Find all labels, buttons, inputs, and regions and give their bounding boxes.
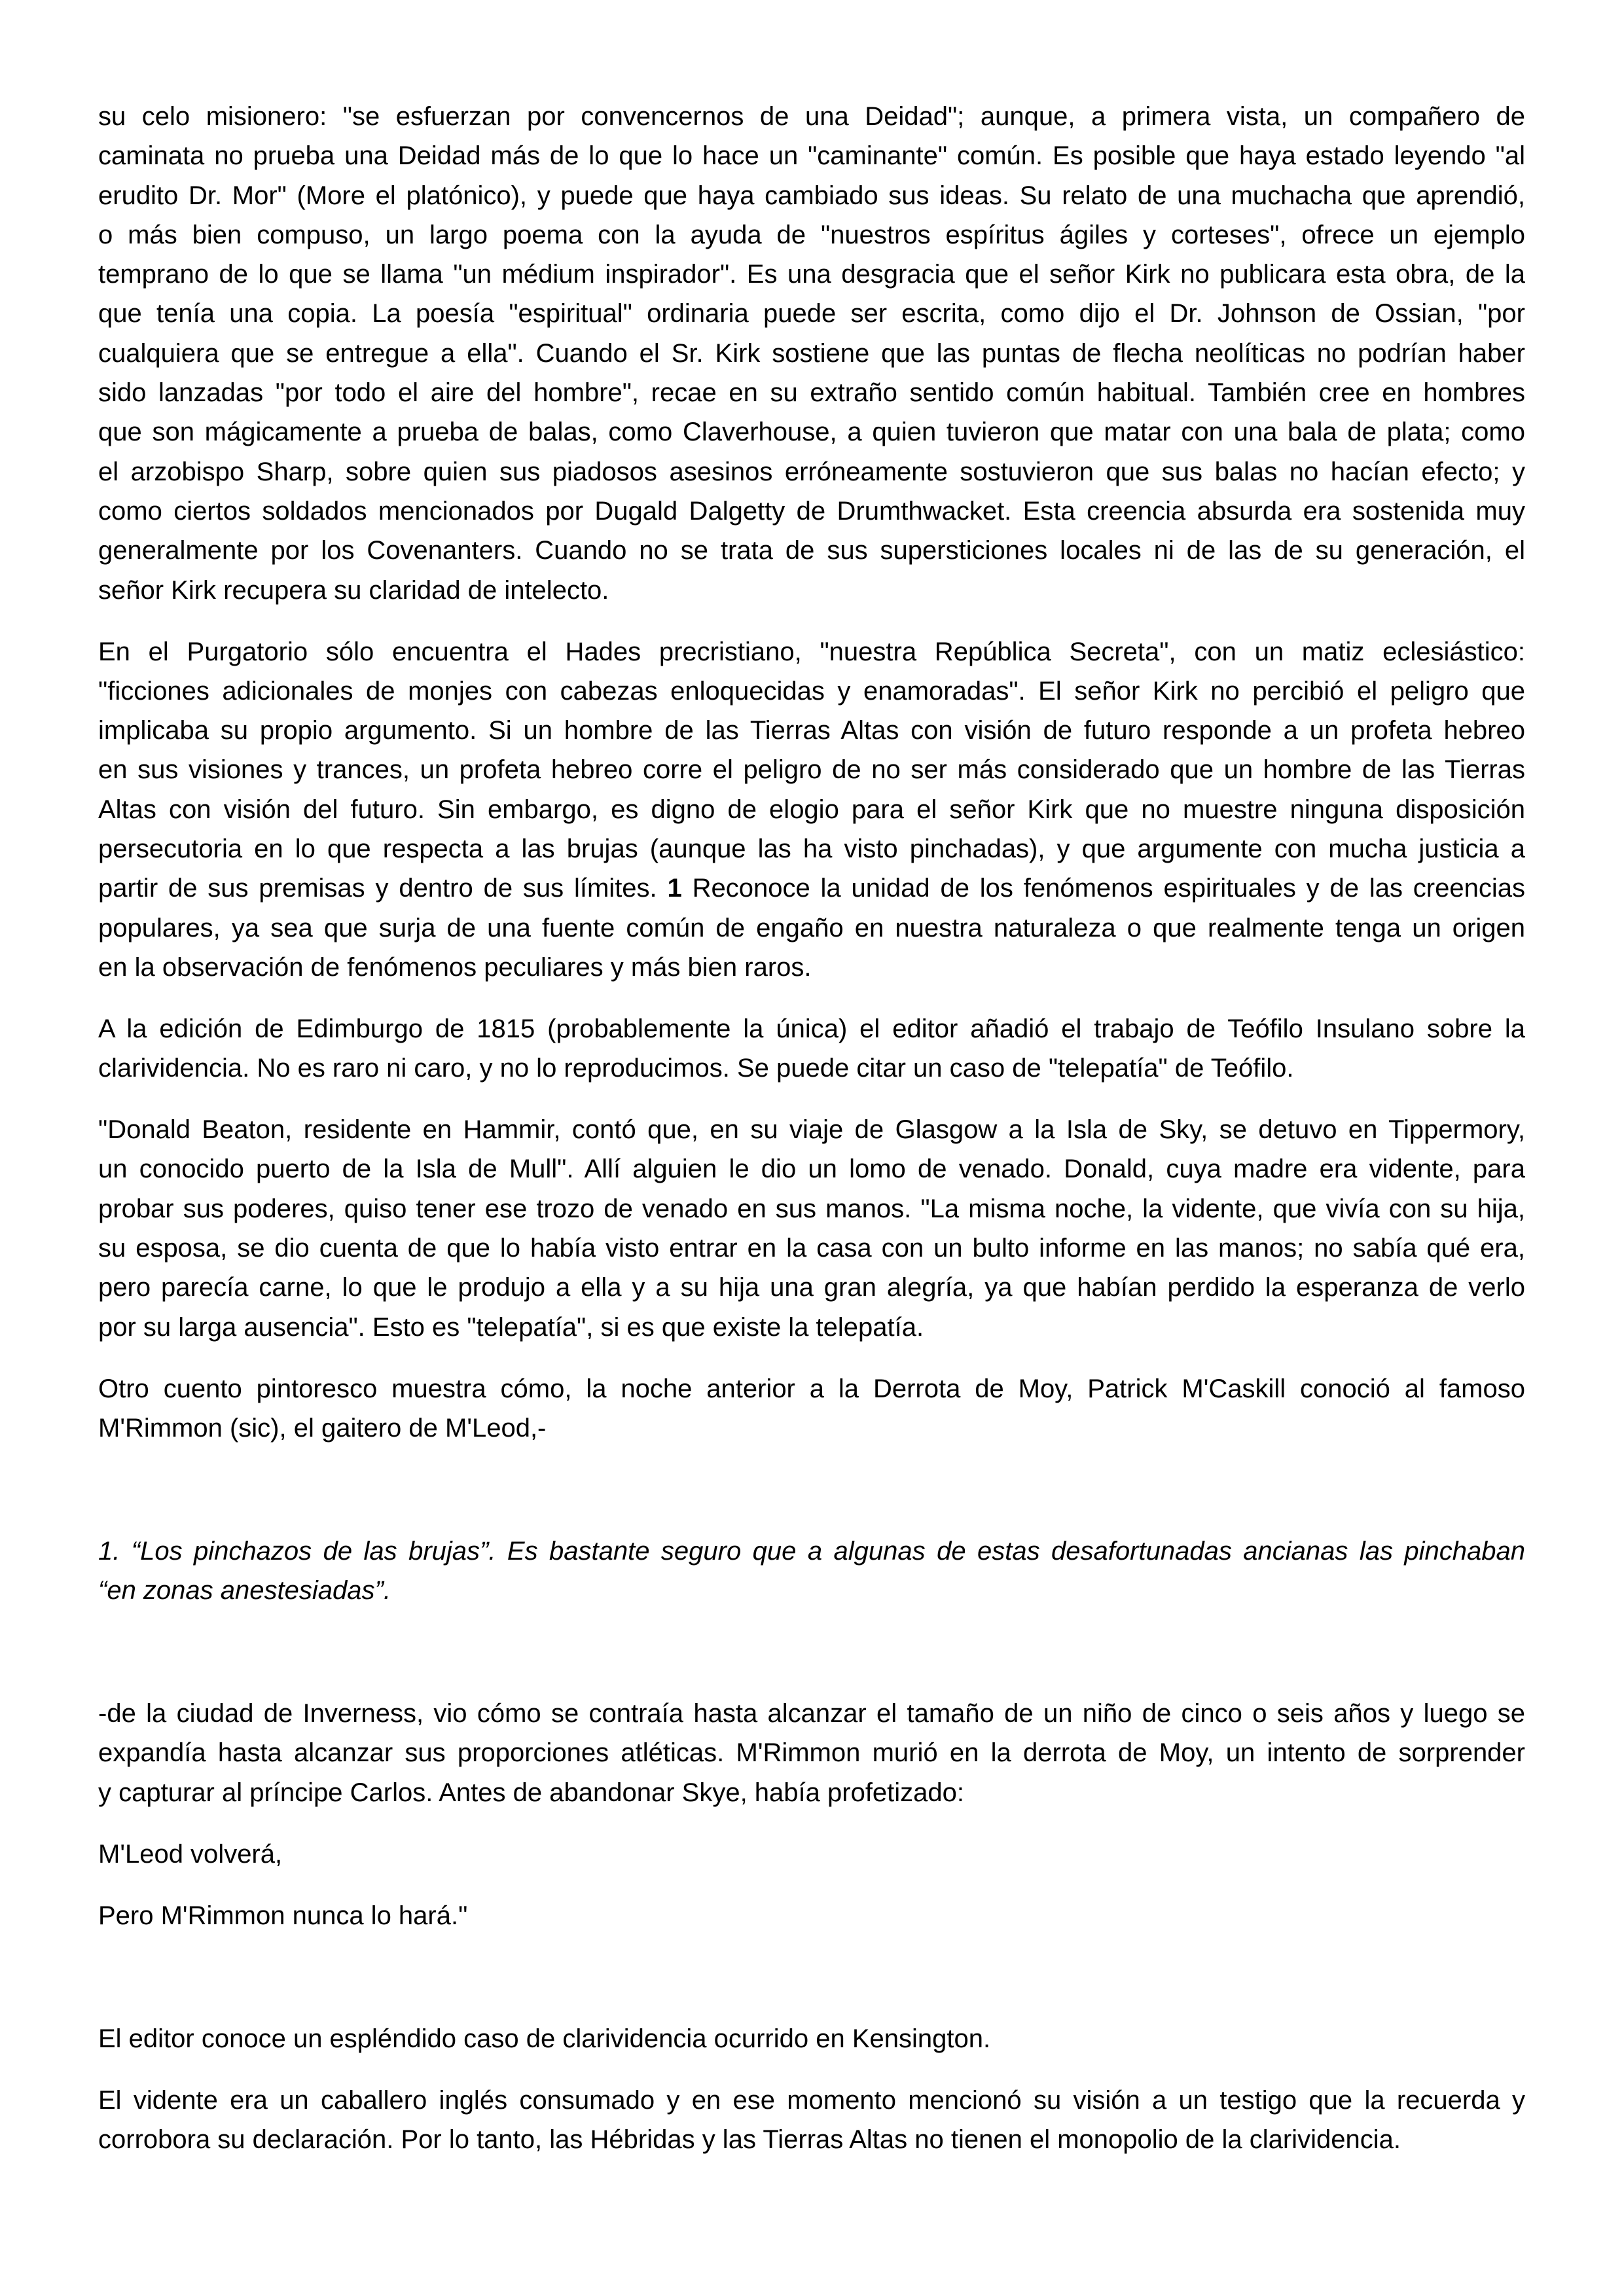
text-line-content bbox=[98, 1835, 282, 1874]
line-text: o más bien compuso, un largo poema con la ayuda de "nuestros espíritus ágiles y corteses", ofrece un ejemplo bbox=[98, 220, 1525, 249]
line-text: implicaba su propio argumento. Si un hombre de las Tierras Altas con visión de futuro responde a un profeta hebreo bbox=[98, 716, 1525, 745]
text-line-content bbox=[98, 373, 1525, 412]
text-line-content bbox=[98, 176, 1525, 215]
line-text: que son mágicamente a prueba de balas, como Claverhouse, a quien tuvieron que matar con una bala de plata; como bbox=[98, 418, 1525, 447]
text-line-content bbox=[98, 531, 1525, 570]
line-text: señor Kirk recupera su claridad de intelecto. bbox=[98, 575, 609, 605]
text-line-content bbox=[98, 571, 609, 610]
paragraph bbox=[98, 1694, 1525, 1812]
text-line bbox=[98, 1694, 1525, 1733]
text-line bbox=[98, 492, 1525, 531]
text-line-content bbox=[98, 1408, 546, 1448]
line-text: persecutoria en lo que respecta a las brujas (aunque las ha visto pinchadas), y que argumente con mucha justicia a bbox=[98, 834, 1525, 864]
text-line-content bbox=[98, 2019, 990, 2058]
blank-paragraph bbox=[98, 1470, 1525, 1509]
text-line-content bbox=[98, 1773, 964, 1812]
text-line bbox=[98, 908, 1525, 948]
text-line-content bbox=[98, 97, 1525, 136]
paragraph bbox=[98, 632, 1525, 988]
footnote bbox=[98, 1532, 1525, 1611]
text-line bbox=[98, 632, 1525, 672]
line-text: Altas con visión del futuro. Sin embargo, es digno de elogio para el señor Kirk que no muestre ninguna disposición bbox=[98, 795, 1525, 824]
text-line bbox=[98, 1369, 1525, 1408]
text-line-content bbox=[98, 492, 1525, 531]
text-line-content bbox=[98, 632, 1525, 672]
text-line-content bbox=[98, 908, 1525, 948]
line-text: caminata no prueba una Deidad más de lo que lo hace un "caminante" común. Es posible que haya estado leyendo "al bbox=[98, 141, 1525, 171]
text-line bbox=[98, 1009, 1525, 1049]
text-line-content bbox=[98, 1110, 1525, 1149]
text-line-content bbox=[98, 1694, 1525, 1733]
paragraph bbox=[98, 97, 1525, 610]
text-line-content bbox=[98, 215, 1525, 255]
text-line-content bbox=[98, 1896, 467, 1935]
text-line-content bbox=[98, 1308, 924, 1347]
text-line bbox=[98, 711, 1525, 750]
line-text: -de la ciudad de Inverness, vio cómo se contraía hasta alcanzar el tamaño de un niño de cinco o seis años y luego se bbox=[98, 1699, 1525, 1729]
text-line-content bbox=[98, 1571, 391, 1610]
text-line-content bbox=[98, 1733, 1525, 1772]
text-line bbox=[98, 255, 1525, 294]
text-line bbox=[98, 412, 1525, 452]
text-column bbox=[98, 97, 1525, 2181]
line-text: Reconoce la unidad de los fenómenos espirituales y de las creencias bbox=[681, 874, 1525, 903]
text-line-content bbox=[98, 255, 1525, 294]
text-line bbox=[98, 948, 1525, 987]
text-line bbox=[98, 1049, 1525, 1088]
text-line bbox=[98, 1773, 1525, 1812]
text-line-content bbox=[98, 452, 1525, 492]
line-text: generalmente por los Covenanters. Cuando no se trata de sus supersticiones locales ni de las de su generación, el bbox=[98, 536, 1525, 565]
line-text: y capturar al príncipe Carlos. Antes de abandonar Skye, había profetizado: bbox=[98, 1778, 965, 1807]
line-text: 1. “Los pinchazos de las brujas”. Es bastante seguro que a algunas de estas desafortunadas ancianas las pinchaban bbox=[98, 1536, 1525, 1566]
text-line-content bbox=[98, 1009, 1525, 1049]
line-text: populares, ya sea que surja de una fuente común de engaño en nuestra naturaleza o que realmente tenga un origen bbox=[98, 913, 1525, 942]
text-line bbox=[98, 1896, 1525, 1935]
text-line bbox=[98, 1571, 1525, 1610]
line-text: temprano de lo que se llama "un médium inspirador". Es una desgracia que el señor Kirk no publicara esta obra, de la bbox=[98, 260, 1525, 289]
text-line-content bbox=[98, 136, 1525, 175]
text-line-content bbox=[98, 948, 812, 987]
paragraph bbox=[98, 1110, 1525, 1347]
text-line bbox=[98, 1835, 1525, 1874]
text-line bbox=[98, 1149, 1525, 1189]
line-text: Otro cuento pintoresco muestra cómo, la noche anterior a la Derrota de Moy, Patrick M'Caskill conoció al famoso bbox=[98, 1374, 1525, 1403]
text-line-content bbox=[98, 711, 1525, 750]
text-line-content bbox=[98, 1369, 1525, 1408]
text-line bbox=[98, 1110, 1525, 1149]
line-text: pero parecía carne, lo que le produjo a ella y a su hija una gran alegría, ya que habían perdido la esperanza de verlo bbox=[98, 1273, 1525, 1302]
line-text: sido lanzadas "por todo el aire del hombre", recae en su extraño sentido común habitual. También cree en hombres bbox=[98, 378, 1525, 408]
line-text: En el Purgatorio sólo encuentra el Hades precristiano, "nuestra República Secreta", con un matiz eclesiástico: bbox=[98, 637, 1525, 666]
line-text: el arzobispo Sharp, sobre quien sus piadosos asesinos erróneamente sostuvieron que sus balas no hacían efecto; y bbox=[98, 457, 1525, 486]
paragraph bbox=[98, 1835, 1525, 1874]
text-line-content bbox=[98, 2081, 1525, 2120]
paragraph bbox=[98, 2081, 1525, 2160]
text-line bbox=[98, 2081, 1525, 2120]
text-line bbox=[98, 869, 1525, 908]
text-line bbox=[98, 829, 1525, 869]
line-text: Pero M'Rimmon nunca lo hará." bbox=[98, 1901, 468, 1930]
text-line bbox=[98, 672, 1525, 711]
text-line bbox=[98, 294, 1525, 333]
line-text: A la edición de Edimburgo de 1815 (probablemente la única) el editor añadió el trabajo de Teófilo Insulano sobre la bbox=[98, 1014, 1525, 1043]
text-line bbox=[98, 1532, 1525, 1571]
text-line-content bbox=[98, 1149, 1525, 1189]
text-line bbox=[98, 1308, 1525, 1347]
line-text: como ciertos soldados mencionados por Dugald Dalgetty de Drumthwacket. Esta creencia absurda era sostenida muy bbox=[98, 496, 1525, 526]
blank-paragraph bbox=[98, 1632, 1525, 1672]
paragraph bbox=[98, 1369, 1525, 1448]
blank-paragraph bbox=[98, 1958, 1525, 1997]
text-line bbox=[98, 531, 1525, 570]
line-text: en la observación de fenómenos peculiares y más bien raros. bbox=[98, 952, 812, 982]
text-line bbox=[98, 1268, 1525, 1307]
text-line bbox=[98, 215, 1525, 255]
line-text: corrobora su declaración. Por lo tanto, las Hébridas y las Tierras Altas no tienen el monopolio de la clarividencia. bbox=[98, 2125, 1401, 2154]
footnote-reference-marker[interactable]: 1 bbox=[667, 874, 682, 903]
text-line bbox=[98, 1733, 1525, 1772]
text-line bbox=[98, 2019, 1525, 2058]
paragraph bbox=[98, 1009, 1525, 1088]
line-text: por su larga ausencia". Esto es "telepatía", si es que existe la telepatía. bbox=[98, 1312, 924, 1342]
text-line-content bbox=[98, 672, 1525, 711]
text-line bbox=[98, 1229, 1525, 1268]
line-text: cualquiera que se entregue a ella". Cuando el Sr. Kirk sostiene que las puntas de flecha neolíticas no podrían haber bbox=[98, 338, 1525, 368]
text-line bbox=[98, 790, 1525, 829]
line-text: partir de sus premisas y dentro de sus límites. bbox=[98, 874, 668, 903]
line-text: que tenía una copia. La poesía "espiritual" ordinaria puede ser escrita, como dijo el Dr. Johnson de Ossian, "por bbox=[98, 299, 1525, 329]
text-line bbox=[98, 1408, 1525, 1448]
text-line bbox=[98, 136, 1525, 175]
line-text: clarividencia. No es raro ni caro, y no lo reproducimos. Se puede citar un caso de "telepatía" de Teófilo. bbox=[98, 1054, 1294, 1083]
text-line-content bbox=[98, 1189, 1525, 1229]
text-line-content bbox=[98, 829, 1525, 869]
text-line-content bbox=[98, 334, 1525, 373]
text-line-content bbox=[98, 1049, 1293, 1088]
line-text: M'Leod volverá, bbox=[98, 1839, 283, 1869]
line-text: probar sus poderes, quiso tener ese trozo de venado en sus manos. "La misma noche, la vidente, que vivía con su hija, bbox=[98, 1194, 1525, 1223]
text-line-content bbox=[98, 294, 1525, 333]
text-line bbox=[98, 2120, 1525, 2159]
line-text: un conocido puerto de la Isla de Mull". Allí alguien le dio un lomo de venado. Donald, cuya madre era vidente, para bbox=[98, 1155, 1525, 1184]
text-line-content bbox=[98, 412, 1525, 452]
line-text: erudito Dr. Mor" (More el platónico), y puede que haya cambiado sus ideas. Su relato de una muchacha que aprendió, bbox=[98, 181, 1525, 210]
line-text: en sus visiones y trances, un profeta hebreo corre el peligro de no ser más considerado que un hombre de las Tierras bbox=[98, 755, 1525, 785]
line-text: "ficciones adicionales de monjes con cabezas enloquecidas y enamoradas". El señor Kirk no percibió el peligro que bbox=[98, 676, 1525, 706]
line-text: M'Rimmon (sic), el gaitero de M'Leod,- bbox=[98, 1413, 547, 1443]
line-text: "Donald Beaton, residente en Hammir, contó que, en su viaje de Glasgow a la Isla de Sky, se detuvo en Tippermory, bbox=[98, 1115, 1525, 1145]
paragraph bbox=[98, 2019, 1525, 2058]
text-line bbox=[98, 571, 1525, 610]
line-text: su esposa, se dio cuenta de que lo había visto entrar en la casa con un bulto informe en las manos; no sabía qué era, bbox=[98, 1234, 1525, 1263]
text-line bbox=[98, 1189, 1525, 1229]
line-text: expandía hasta alcanzar sus proporciones atléticas. M'Rimmon murió en la derrota de Moy, un intento de sorprender bbox=[98, 1738, 1525, 1768]
text-line bbox=[98, 97, 1525, 136]
text-line bbox=[98, 750, 1525, 789]
text-line-content bbox=[98, 1268, 1525, 1307]
text-line bbox=[98, 452, 1525, 492]
text-line bbox=[98, 373, 1525, 412]
text-line-content bbox=[98, 2120, 1401, 2159]
line-text: su celo misionero: "se esfuerzan por convencernos de una Deidad"; aunque, a primera vista, un compañero de bbox=[98, 102, 1525, 131]
text-line-content bbox=[98, 1532, 1525, 1571]
text-line-content bbox=[98, 750, 1525, 789]
text-line-content bbox=[98, 790, 1525, 829]
text-line-content bbox=[98, 869, 1525, 908]
text-line-content bbox=[98, 1229, 1525, 1268]
line-text: El editor conoce un espléndido caso de clarividencia ocurrido en Kensington. bbox=[98, 2024, 991, 2053]
text-line bbox=[98, 334, 1525, 373]
line-text: “en zonas anestesiadas”. bbox=[98, 1576, 391, 1605]
text-line bbox=[98, 176, 1525, 215]
paragraph bbox=[98, 1896, 1525, 1935]
line-text: El vidente era un caballero inglés consumado y en ese momento mencionó su visión a un testigo que la recuerda y bbox=[98, 2085, 1525, 2115]
